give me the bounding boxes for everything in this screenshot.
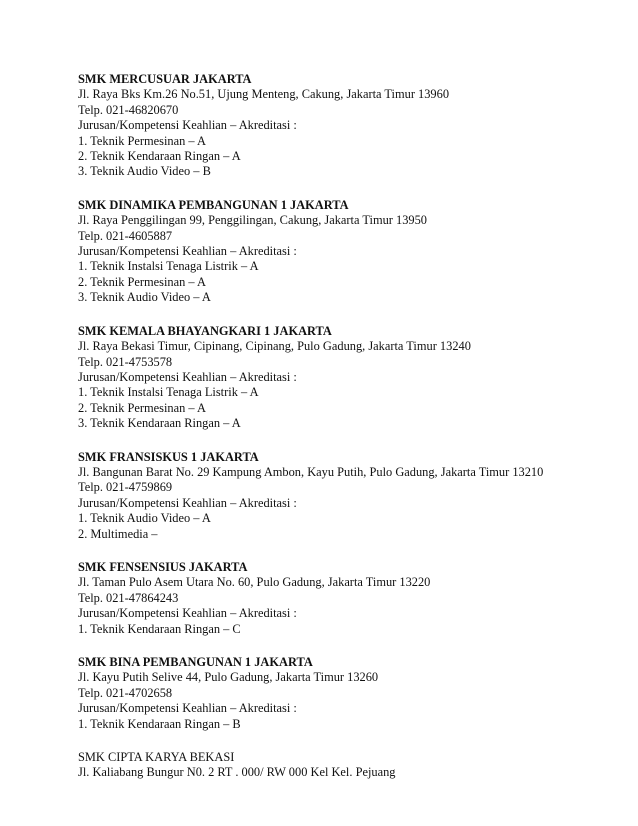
school-phone: Telp. 021-4759869 bbox=[78, 480, 173, 495]
school-name: SMK MERCUSUAR JAKARTA bbox=[78, 72, 252, 86]
program-item: 1. Teknik Instalsi Tenaga Listrik – A bbox=[78, 385, 259, 400]
school-entry-dinamika bbox=[78, 198, 618, 306]
school-entry-kemala bbox=[78, 324, 618, 432]
school-entry-bina bbox=[78, 655, 618, 732]
school-address: Jl. Kaliabang Bungur N0. 2 RT . 000/ RW 000 Kel Kel. Pejuang bbox=[78, 765, 396, 780]
school-name: SMK FENSENSIUS JAKARTA bbox=[78, 559, 248, 574]
school-name: SMK DINAMIKA PEMBANGUNAN 1 JAKARTA bbox=[78, 197, 349, 212]
school-entry-fransiskus bbox=[78, 450, 618, 542]
program-item: 3. Teknik Kendaraan Ringan – A bbox=[78, 416, 241, 431]
program-item: 2. Multimedia – bbox=[78, 526, 158, 541]
program-item: 3. Teknik Audio Video – A bbox=[78, 290, 211, 305]
school-address: Jl. Raya Bekasi Timur, Cipinang, Cipinang, Pulo Gadung, Jakarta Timur 13240 bbox=[78, 339, 471, 354]
program-item: 2. Teknik Permesinan – A bbox=[78, 274, 206, 289]
school-name: SMK FRANSISKUS 1 JAKARTA bbox=[78, 449, 259, 464]
school-name: SMK KEMALA BHAYANGKARI 1 JAKARTA bbox=[78, 323, 332, 338]
program-heading: Jurusan/Kompetensi Keahlian – Akreditasi : bbox=[78, 606, 297, 621]
program-item: 1. Teknik Audio Video – A bbox=[78, 511, 211, 526]
school-address: Jl. Bangunan Barat No. 29 Kampung Ambon, Kayu Putih, Pulo Gadung, Jakarta Timur 13210 bbox=[78, 464, 544, 479]
program-heading: Jurusan/Kompetensi Keahlian – Akreditasi : bbox=[78, 118, 297, 133]
program-heading: Jurusan/Kompetensi Keahlian – Akreditasi : bbox=[78, 369, 297, 384]
program-item: 1. Teknik Kendaraan Ringan – C bbox=[78, 621, 241, 636]
school-address: Jl. Raya Penggilingan 99, Penggilingan, Cakung, Jakarta Timur 13950 bbox=[78, 213, 427, 228]
program-item: 2. Teknik Kendaraan Ringan – A bbox=[78, 149, 241, 164]
program-heading: Jurusan/Kompetensi Keahlian – Akreditasi : bbox=[78, 244, 297, 259]
program-heading: Jurusan/Kompetensi Keahlian – Akreditasi : bbox=[78, 495, 297, 510]
school-address: Jl. Kayu Putih Selive 44, Pulo Gadung, Jakarta Timur 13260 bbox=[78, 670, 379, 685]
school-name: SMK BINA PEMBANGUNAN 1 JAKARTA bbox=[78, 655, 313, 669]
school-phone: Telp. 021-4753578 bbox=[78, 354, 173, 369]
school-address: Jl. Raya Bks Km.26 No.51, Ujung Menteng, Cakung, Jakarta Timur 13960 bbox=[78, 87, 450, 102]
school-entry-fensensius bbox=[78, 560, 618, 637]
school-phone: Telp. 021-46820670 bbox=[78, 102, 179, 117]
program-heading: Jurusan/Kompetensi Keahlian – Akreditasi : bbox=[78, 701, 297, 716]
program-item: 1. Teknik Instalsi Tenaga Listrik – A bbox=[78, 259, 259, 274]
school-entry-cipta-karya bbox=[78, 750, 618, 781]
program-item: 1. Teknik Permesinan – A bbox=[78, 133, 206, 148]
school-phone: Telp. 021-4605887 bbox=[78, 228, 173, 243]
program-item: 1. Teknik Kendaraan Ringan – B bbox=[78, 716, 241, 731]
document-page bbox=[78, 72, 618, 781]
school-entry-mercusuar bbox=[78, 72, 618, 180]
program-item: 3. Teknik Audio Video – B bbox=[78, 164, 211, 179]
school-phone: Telp. 021-4702658 bbox=[78, 685, 173, 700]
school-address: Jl. Taman Pulo Asem Utara No. 60, Pulo Gadung, Jakarta Timur 13220 bbox=[78, 575, 431, 590]
school-phone: Telp. 021-47864243 bbox=[78, 590, 179, 605]
school-name: SMK CIPTA KARYA BEKASI bbox=[78, 750, 235, 765]
program-item: 2. Teknik Permesinan – A bbox=[78, 400, 206, 415]
